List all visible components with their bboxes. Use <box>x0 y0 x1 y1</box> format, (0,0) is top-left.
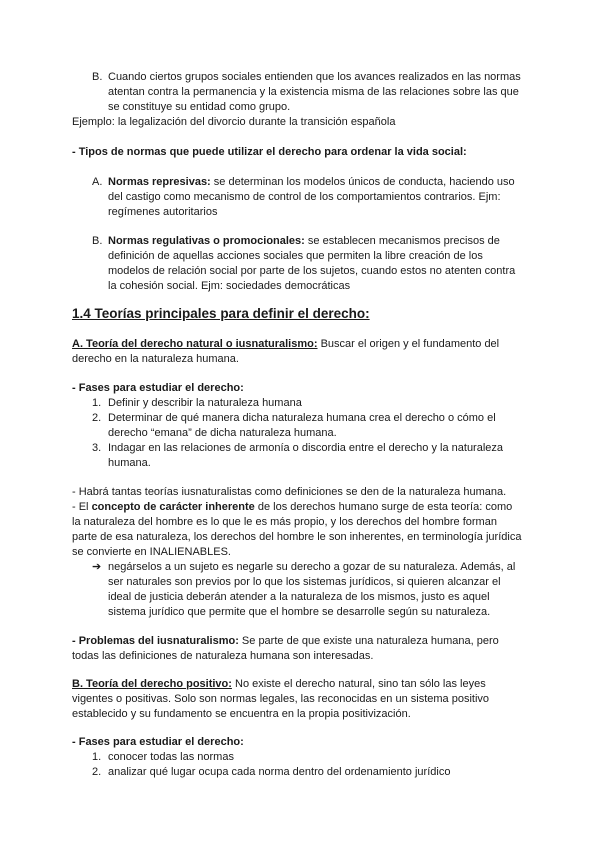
paragraph-line: Cuando ciertos grupos sociales entienden que los avances realizados en las normas <box>108 71 521 83</box>
term-problemas: - Problemas del iusnaturalismo: <box>72 635 239 647</box>
term-normas-regulativas: Normas regulativas o promocionales: <box>108 235 305 247</box>
natural-title: A. Teoría del derecho natural o iusnaturalismo: <box>72 338 318 350</box>
example-line: Ejemplo: la legalización del divorcio durante la transición española <box>72 116 396 128</box>
arrow-item-line: ideal de justicia deberán atender a la naturaleza de los mismos, justo es aquel <box>108 591 490 603</box>
paragraph-line: definición de aquellas acciones sociales que permiten la libre creación de los <box>108 250 483 262</box>
paragraph-line: establecido y su fundamento se encuentra en la propia positivización. <box>72 708 411 720</box>
concepto-line: - El concepto de carácter inherente de los derechos humano surge de esta teoría: como <box>72 501 513 513</box>
term-concepto-inherente: concepto de carácter inherente <box>91 501 255 513</box>
list-item: analizar qué lugar ocupa cada norma dentro del ordenamiento jurídico <box>108 766 451 778</box>
paragraph-line: - Habrá tantas teorías iusnaturalistas como definiciones se den de la naturaleza humana. <box>72 486 507 498</box>
paragraph-line: del castigo como mecanismo de control de los comportamientos contrarios. Ejm: <box>108 191 501 203</box>
paragraph-line: se constituye su entidad como grupo. <box>108 101 291 113</box>
paragraph-line: la naturaleza del hombre es lo que le es más propio, y los derechos del hombre forman <box>72 516 497 528</box>
tipos-heading: - Tipos de normas que puede utilizar el derecho para ordenar la vida social: <box>72 146 467 158</box>
fases-heading: - Fases para estudiar el derecho: <box>72 382 244 394</box>
list-marker: A. <box>92 176 103 188</box>
list-marker: B. <box>92 235 103 247</box>
list-marker: 1. <box>92 397 102 409</box>
list-item: conocer todas las normas <box>108 751 234 763</box>
paragraph-line: atentan contra la permanencia y la existencia misma de las relaciones sobre las que <box>108 86 519 98</box>
list-marker: 1. <box>92 751 102 763</box>
paragraph-line: se convierte en INALIENABLES. <box>72 546 231 558</box>
norma-regulativa-line: Normas regulativas o promocionales: se establecen mecanismos precisos de <box>108 235 500 247</box>
positivo-title: B. Teoría del derecho positivo: <box>72 678 232 690</box>
arrow-bullet-icon: ➔ <box>92 561 102 573</box>
list-marker: 2. <box>92 766 102 778</box>
list-item: Indagar en las relaciones de armonía o discordia entre el derecho y la naturaleza <box>108 442 504 454</box>
list-marker: 3. <box>92 442 102 454</box>
paragraph-line: todas las definiciones de naturaleza humana son interesadas. <box>72 650 374 662</box>
arrow-item-line: ser naturales son previos por lo que los sistemas jurídicos, si quieren alcanzar el <box>108 576 501 588</box>
list-item: derecho “emana” de dicha naturaleza humana. <box>108 427 337 439</box>
list-item: Definir y describir la naturaleza humana <box>108 397 302 409</box>
section-title: 1.4 Teorías principales para definir el derecho: <box>72 306 370 321</box>
paragraph-line: la cohesión social. Ejm: sociedades democráticas <box>108 280 351 292</box>
norma-represiva-line: Normas represivas: se determinan los modelos únicos de conducta, haciendo uso <box>108 176 515 188</box>
paragraph-line: modelos de relación social por parte de los sujetos, cuando estos no atenten contra <box>108 265 516 277</box>
list-marker: B. <box>92 71 103 83</box>
paragraph-line: vigentes o positivas. Solo son normas legales, las reconocidas en un sistema positivo <box>72 693 490 705</box>
paragraph-line: parte de esa naturaleza, los derechos del hombre le son inherentes, en terminología jurídica <box>72 531 522 543</box>
paragraph-line: derecho en la naturaleza humana. <box>72 353 239 365</box>
fases-heading: - Fases para estudiar el derecho: <box>72 736 244 748</box>
problemas-line: - Problemas del iusnaturalismo: Se parte de que existe una naturaleza humana, pero <box>72 635 499 647</box>
list-marker: 2. <box>92 412 102 424</box>
list-item: humana. <box>108 457 151 469</box>
paragraph-line: regímenes autoritarios <box>108 206 218 218</box>
list-item: Determinar de qué manera dicha naturaleza humana crea el derecho o cómo el <box>108 412 496 424</box>
arrow-item-line: sistema jurídico que permite que el hombre se desarrolle según su naturaleza. <box>108 606 491 618</box>
natural-intro-line: A. Teoría del derecho natural o iusnaturalismo: Buscar el origen y el fundamento del <box>72 338 500 350</box>
term-normas-represivas: Normas represivas: <box>108 176 211 188</box>
arrow-item-line: negárselos a un sujeto es negarle su derecho a gozar de su naturaleza. Además, al <box>108 561 516 573</box>
positivo-intro-line: B. Teoría del derecho positivo: No existe el derecho natural, sino tan sólo las leyes <box>72 678 486 690</box>
